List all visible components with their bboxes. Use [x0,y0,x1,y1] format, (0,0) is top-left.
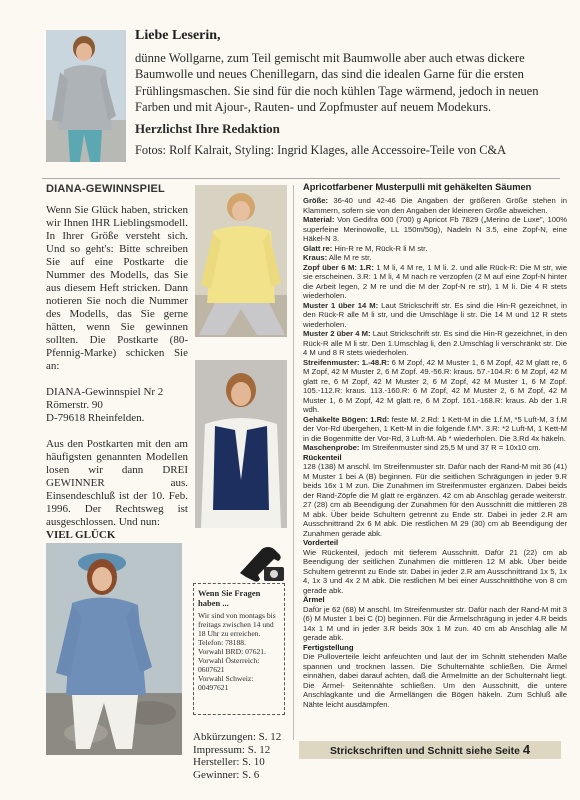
instructions-item [303,244,567,254]
instructions-item-label: Ärmel [303,595,325,604]
instructions-item [303,548,567,596]
photo-credits: Fotos: Rolf Kalrait, Styling: Ingrid Klages, alle Accessoire-Teile von C&A [135,143,507,158]
gewinnspiel-column [46,183,188,542]
instructions-item [303,253,567,263]
instructions-section-heading [303,643,567,653]
instructions-item-label: Muster 2 über 4 M: [303,329,371,338]
footer-page-number: 4 [522,742,531,757]
instructions-item-text: Wie Rückenteil, jedoch mit tieferem Ausschnitt. Dafür 21 (22) cm ab Beendigung der seitlichen Zunahmen die mittleren 12 M abk. Über beide Schultern getrennt zu Ende str. Dabei in jeder 2.R am Ausschnittrand 1x 5, 1x 4, 1x 3 und 4x 2 M abk. Die restlichen M bei einer Ausschnitthöhe von 8 cm gerade abk. [303,547,567,595]
contact-line: Vorwahl Österreich: 0607621 [198,656,260,674]
contact-line: Vorwahl Schweiz: 00497621 [198,674,254,692]
instructions-item [303,443,567,453]
instructions-section-heading [303,595,567,605]
instructions-item-text: 6 M Zopf, 42 M Muster 1, 6 M Zopf, 42 M glatt re, 6 M Zopf, 42 M Muster 2, 6 M Zopf. 49.-56.R: kraus. 57.-104.R: 6 M Zopf, 42 M glatt re, 6 M Zopf, 42 M Muster 2, 6 M Zopf, 42 M Muster 1, 6 M Zopf. 105.-112.R: kraus. 113.-160.R: 6 M Zopf, 42 M Muster 2, 6 M Zopf, 42 M Muster 1, 6 M Zopf, 42 M glatt re, 6 M Zopf. 161.-168.R: kraus. Ab der 1.R wdh. [303,357,567,414]
instructions-item-text: Im Streifenmuster sind 25,5 M und 37 R = 10x10 cm. [359,443,541,452]
instructions-item-text: Die Pulloverteile leicht anfeuchten und laut der im Schnitt stehenden Maße spannen und trocknen lassen. Die Schulternähte schließen. Die Ärmel einnähen, dabei darauf achten, daß die Ärmelmitte an der Schulternaht liegt. Die Ärmel- Seitennähte schließen. Um den Ausschnitt, die untere Anschlagkante und die Ärmellängen die Bögen häkeln. Zum Schluß alle Nähte leicht ausdämpfen. [303,652,567,709]
instructions-item-label: Fertigstellung [303,642,354,652]
index-line: Impressum: S. 12 [193,743,271,756]
instructions-item-label: Rückenteil [303,452,342,462]
instructions-item [303,301,567,330]
instructions-section-heading [303,453,567,463]
instructions-item-label: Muster 1 über 14 M: [303,300,379,310]
instructions-item [303,358,567,415]
instructions-item-text: Von Gedifra 600 (700) g Apricot Fb 7829 („Merino de Luxe", 100% superfeine Merinowolle, LL 150m/50g), Nadeln N 3.5, eine Zopf-N, eine Häkel-N 3. [303,215,567,243]
page-index [193,731,281,781]
instructions-item [303,605,567,643]
contact-box [193,583,285,715]
instructions-item-label: Kraus: [303,253,328,262]
instructions-item-label: Streifenmuster: 1.-48.R: [303,357,390,367]
contact-line: Telefon: 78188. [198,638,246,647]
instructions-item-text: 1 M li, 4 M re, 1 M li. 2. und alle Rück-R: Die M str, wie sie erscheinen. 3.R: 1 M li, 4 M nach re verzopfen (2 M auf eine Zopf-N hinter die Arbeit legen, 2 M re und die M der Zopf-N re str), 1 M li. Die 4 R stets wiederholen. [303,262,567,300]
footer-reference [299,741,561,759]
instructions-item-label: Zopf über 6 M: 1.R: [303,262,374,272]
instructions-item-label: Material: [303,215,335,224]
instructions-item [303,329,567,358]
index-line: Hersteller: S. 10 [193,756,265,768]
instructions-item-label: Gehäkelte Bögen: 1.Rd: [303,414,390,424]
gewinnspiel-address [46,386,188,425]
contact-line: Vorwahl BRD: 07621. [198,647,266,656]
instructions-item [303,462,567,538]
instructions-item-text: Alle M re str. [327,253,372,262]
gewinnspiel-closing: VIEL GLÜCK [46,529,116,541]
instructions-item-text: 128 (138) M anschl. Im Streifenmuster str. Dafür nach der Rand-M mit 36 (41) M Muster 1 bei A (B) beginnen. Für die seitlichen Schrägungen in jeder 9.R beids 16x 1 M zun. Die Zunahmen im Streifenmuster ergänzen. Dabei beids der Rand-Zöpfe die M glatt re ergänzen. 42 cm ab Anschlag gerade weiterstr. 27 (28) cm ab Beendigung der Zunahmen für den Ausschnitt die mittleren 28 M abk. Über beide Schultern getrennt zu Ende str. Dabei in jeder 2.R am Ausschnittrand 2x 6 M abk. Die restlichen M 29 (30) cm ab Beendigung der Zunahmen gerade abk. [303,462,567,538]
instructions-item-text: Laut Strickschrift str. Es sind die Hin-R gezeichnet, in den Rück-R alle M li str, und die Umschläge li str. Die 14 M und 12 R stets wiederholen. [303,300,568,329]
contact-heading: Wenn Sie Fragen haben ... [198,588,261,608]
instructions-item [303,415,567,444]
instructions-item-label: Vorderteil [303,538,339,547]
intro-body: dünne Wollgarne, zum Teil gemischt mit Baumwolle aber auch etwas dickere Baumwolle und neues Chenillegarn, das sind die idealen Garne für die ersten Frühlingsmaschen. Sie sind für die noch kühlen Tage wärmend, jedoch in neuen Farben und mit Ajour-, Rauten- und Zopfmuster auf neuem Modekurs. [135,51,539,114]
intro-letter [135,28,560,158]
intro-signature: Herzlichst Ihre Redaktion [135,121,280,137]
column-divider [293,185,294,740]
instructions-item-text: Hin-R re M, Rück-R li M str. [332,243,428,253]
horizontal-divider [42,178,560,179]
photo-model-grey-sweater [46,30,126,162]
instructions-item [303,263,567,301]
photo-model-yellow-sweater [195,185,287,337]
address-line: D-79618 Rheinfelden. [46,412,145,424]
index-line: Gewinner: S. 6 [193,768,260,781]
photo-model-blue-sweater-hat [46,543,182,755]
gewinnspiel-heading: DIANA-GEWINNSPIEL [46,183,165,195]
intro-greeting: Liebe Leserin, [135,28,221,43]
instructions-item [303,215,567,244]
instructions-item [303,196,567,215]
instructions-item-text: feste M. 2.Rd: 1 Kett-M in die 1.f.M, *5 Luft-M, 3 f.M der Vor-Rd übergehen, 1 Kett-M in die folgende f.M*. 3.R: *2 Luft-M, 1 Kett-M in die Bogenmitte der Vor-Rd, 3 Luft-M. Ab * wiederholen. Die 3.Rd 4x häkeln. [303,414,567,443]
instructions-item-label: Maschenprobe: [303,443,360,452]
instructions-item [303,652,567,709]
index-line: Abkürzungen: S. 12 [193,731,282,743]
telephone-icon [234,543,288,587]
instructions-list [303,196,567,709]
gewinnspiel-text: Wenn Sie Glück haben, stricken wir Ihnen IHR Lieblingsmodell. In Ihrer Größe versteht sich. Und so geht's: Bitte schreiben Sie auf eine Postkarte die Nummer des Modells, das Sie aus diesem Heft stricken. Dann notieren Sie noch die Nummer des Modells, das Sie gerne hätten, wenn Sie gewinnen sollten. Die Postkarte (80-Pfennig-Marke) schicken Sie an: [46,204,188,372]
gewinnspiel-rules: Aus den Postkarten mit den am häufigsten genannten Modellen losen wir dann DREI GEWINNER aus. Einsendeschluß ist der 10. Feb. 1996. Der Rechtsweg ist ausgeschlossen. Und nun: [46,438,188,528]
knitting-instructions [303,182,567,709]
photo-model-navy-vest [195,360,287,528]
instructions-section-heading [303,538,567,548]
instructions-item-text: Dafür je 62 (68) M anschl. Im Streifenmuster str. Dafür nach der Rand-M mit 3 (6) M Muster 1 bei C (D) beginnen. Für die Ärmelschrägung in jeder 4.R beids 14x 1 M und in jeder 3.R beids 30x 1 M zun. 40 cm ab Anschlag alle M gerade abk. [303,604,567,642]
instructions-item-label: Glatt re: [303,243,333,253]
contact-text: Wir sind von montags bis freitags zwischen 14 und 18 Uhr zu erreichen. [198,611,276,638]
address-line: Römerstr. 90 [46,399,103,411]
address-line: DIANA-Gewinnspiel Nr 2 [46,386,164,398]
instructions-item-text: Laut Strickschrift str. Es sind die Hin-R gezeichnet, in den Rück-R alle M li str. Den 1.Umschlag li, den 2.Umschlag li verschränkt str. Die 4 M und 8 R stets wiederholen. [303,329,567,357]
instructions-title: Apricotfarbener Musterpulli mit gehäkelten Säumen [303,182,532,192]
instructions-item-label: Größe: [303,196,329,205]
instructions-item-text: 36-40 und 42-46 Die Angaben der größeren Größe stehen in Klammern, sofern sie von den Angaben der kleineren Größe abweichen. [303,196,567,215]
footer-text: Strickschriften und Schnitt siehe Seite [329,746,523,757]
